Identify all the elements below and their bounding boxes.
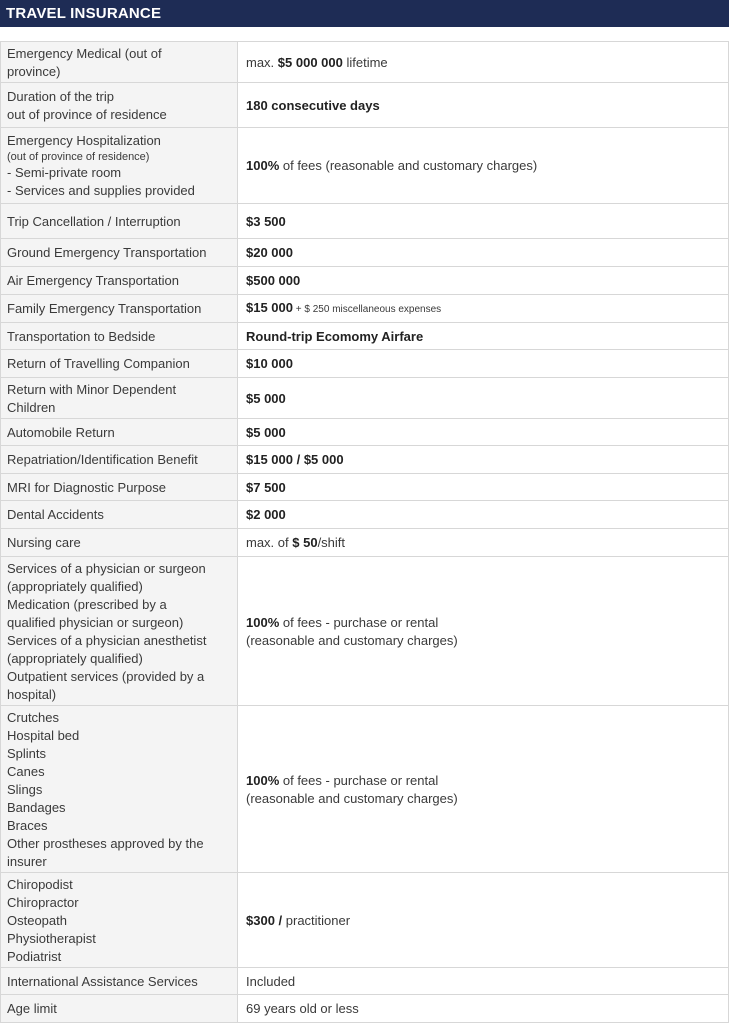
row-value: $7 500 [238,474,729,501]
row-label: International Assistance Services [1,968,238,995]
row-label: Emergency Hospitalization (out of province of residence) - Semi-private room - Services and supplies provided [1,128,238,204]
row-label: Transportation to Bedside [1,323,238,350]
table-row [1,128,729,204]
table-row [1,267,729,295]
table-row [1,83,729,128]
row-label: Return with Minor Dependent Children [1,378,238,419]
row-value: 69 years old or less [238,995,729,1023]
row-value: $300 / practitioner [238,873,729,968]
row-value: 100% of fees (reasonable and customary charges) [238,128,729,204]
row-label: Crutches Hospital bed Splints Canes Slings Bandages Braces Other prostheses approved by the insurer [1,706,238,873]
table-row [1,295,729,323]
table-row [1,873,729,968]
table-row [1,419,729,446]
row-value: max. of $ 50/shift [238,529,729,557]
table-row [1,501,729,529]
table-row [1,557,729,706]
row-label: Automobile Return [1,419,238,446]
row-value: $2 000 [238,501,729,529]
row-label: Trip Cancellation / Interruption [1,204,238,239]
row-label: Repatriation/Identification Benefit [1,446,238,474]
row-label: Duration of the trip out of province of residence [1,83,238,128]
row-label: Nursing care [1,529,238,557]
table-row [1,42,729,83]
row-label: Return of Travelling Companion [1,350,238,378]
row-value: Included [238,968,729,995]
row-value: $10 000 [238,350,729,378]
row-label: Family Emergency Transportation [1,295,238,323]
row-value: $500 000 [238,267,729,295]
row-label: Dental Accidents [1,501,238,529]
row-value: 100% of fees - purchase or rental (reasonable and customary charges) [238,557,729,706]
row-label: Air Emergency Transportation [1,267,238,295]
table-row [1,995,729,1023]
table-row [1,706,729,873]
table-row [1,529,729,557]
row-value: max. $5 000 000 lifetime [238,42,729,83]
table-row [1,378,729,419]
table-row [1,474,729,501]
row-value: 180 consecutive days [238,83,729,128]
row-value: $20 000 [238,239,729,267]
table-row [1,350,729,378]
row-value: Round-trip Ecomomy Airfare [238,323,729,350]
row-label: Services of a physician or surgeon (appropriately qualified) Medication (prescribed by a qualified physician or surgeon) Services of a physician anesthetist (appropriately qualified) Outpatient services (provided by a hospital) [1,557,238,706]
table-row [1,323,729,350]
row-label: Chiropodist Chiropractor Osteopath Physiotherapist Podiatrist [1,873,238,968]
row-value: 100% of fees - purchase or rental (reasonable and customary charges) [238,706,729,873]
row-label: Ground Emergency Transportation [1,239,238,267]
table-row [1,204,729,239]
coverage-table [0,41,729,1023]
table-row [1,968,729,995]
row-value: $3 500 [238,204,729,239]
page-title: TRAVEL INSURANCE [0,0,729,27]
row-label: MRI for Diagnostic Purpose [1,474,238,501]
row-value: $15 000 / $5 000 [238,446,729,474]
row-label: Age limit [1,995,238,1023]
row-value: $15 000 + $ 250 miscellaneous expenses [238,295,729,323]
table-row [1,446,729,474]
row-label: Emergency Medical (out of province) [1,42,238,83]
row-value: $5 000 [238,419,729,446]
row-value: $5 000 [238,378,729,419]
table-row [1,239,729,267]
